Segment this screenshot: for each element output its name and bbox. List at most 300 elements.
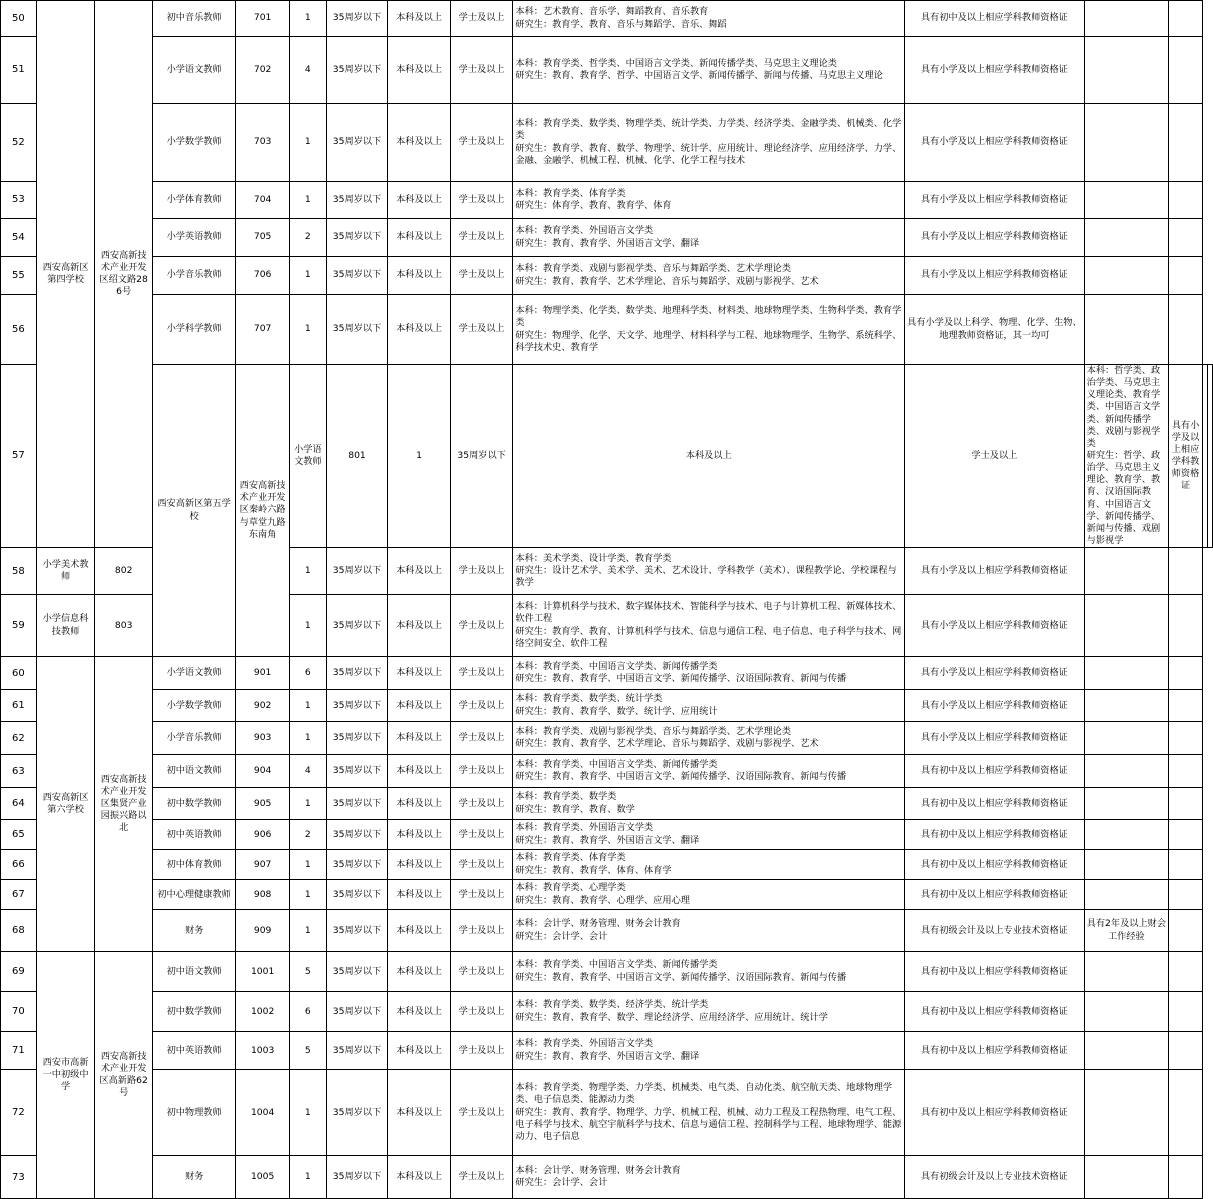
major-undergraduate: 本科：教育学类、哲学类、中国语言文学类、新闻传播学类、马克思主义理论类: [515, 57, 837, 69]
cell-other-requirement: [1084, 1, 1168, 37]
cell-remark: [1169, 1, 1203, 37]
major-graduate: 研究生：教育、教育学、心理学、应用心理: [515, 894, 690, 906]
cell-other-requirement: 具有2年及以上财会工作经验: [1084, 910, 1168, 952]
cell-major-requirement: [513, 295, 905, 365]
cell-major-requirement: [513, 219, 905, 257]
cell-count: 4: [289, 755, 326, 788]
cell-position: 初中物理教师: [152, 1070, 235, 1156]
cell-other-requirement: [1084, 295, 1168, 365]
cell-position: 初中英语教师: [152, 820, 235, 850]
cell-education: 本科及以上: [388, 257, 451, 295]
cell-remark: [1169, 850, 1203, 880]
table-row: [1, 690, 1213, 722]
major-graduate: 研究生：教育、教育学、艺术学理论、音乐与舞蹈学、戏剧与影视学、艺术: [515, 738, 819, 750]
cell-remark: [1169, 104, 1203, 182]
cell-education: 本科及以上: [388, 690, 451, 722]
cell-count: 4: [289, 37, 326, 104]
cell-other-requirement: [1084, 992, 1168, 1032]
cell-remark: [1169, 182, 1203, 219]
cell-code: 1003: [236, 1032, 290, 1070]
cell-other-requirement: [1084, 1070, 1168, 1156]
cell-age: 35周岁以下: [326, 850, 388, 880]
cell-major-requirement: [513, 690, 905, 722]
cell-certificate: 具有小学及以上相应学科教师资格证: [905, 657, 1085, 690]
cell-position: 小学音乐教师: [152, 722, 235, 755]
major-undergraduate: 本科：教育学类、戏剧与影视学类、音乐与舞蹈学类、艺术学理论类: [515, 263, 792, 275]
cell-age: 35周岁以下: [326, 788, 388, 820]
major-graduate: 研究生：教育、教育学、数学、理论经济学、应用经济学、应用统计、统计学: [515, 1011, 828, 1023]
cell-code: 802: [95, 548, 153, 595]
cell-major-requirement: [513, 257, 905, 295]
cell-degree: 学士及以上: [450, 548, 513, 595]
cell-other-requirement: [1084, 548, 1168, 595]
cell-age: 35周岁以下: [326, 37, 388, 104]
major-undergraduate: 本科：教育学类、中国语言文学类、新闻传播学类: [515, 959, 718, 971]
major-graduate: 研究生：教育、教育学、哲学、中国语言文学、新闻传播学、新闻与传播、马克思主义理论: [515, 70, 883, 81]
school-name: 西安高新区第五学校: [152, 365, 235, 657]
cell-certificate: 具有初中及以上相应学科教师资格证: [905, 1070, 1085, 1156]
major-undergraduate: 本科：计算机科学与技术、数字媒体技术、智能科学与技术、电子与计算机工程、新媒体技术、软件工程: [515, 601, 902, 625]
cell-age: 35周岁以下: [326, 755, 388, 788]
cell-age: 35周岁以下: [326, 690, 388, 722]
cell-certificate: 具有小学及以上相应学科教师资格证: [905, 104, 1085, 182]
cell-education: 本科及以上: [388, 952, 451, 992]
cell-degree: 学士及以上: [450, 910, 513, 952]
school-name: 西安高新区第四学校: [36, 1, 95, 548]
cell-count: 2: [289, 820, 326, 850]
row-number: 52: [1, 104, 37, 182]
cell-position: 小学语文教师: [289, 365, 326, 548]
cell-other-requirement: [1084, 788, 1168, 820]
cell-degree: 学士及以上: [450, 850, 513, 880]
cell-age: 35周岁以下: [326, 1, 388, 37]
table-row: [1, 1070, 1213, 1156]
cell-remark: [1169, 690, 1203, 722]
cell-degree: 学士及以上: [450, 880, 513, 910]
table-row: [1, 37, 1213, 104]
cell-position: 小学音乐教师: [152, 257, 235, 295]
cell-remark: [1169, 1070, 1203, 1156]
cell-certificate: 具有小学及以上相应学科教师资格证: [905, 219, 1085, 257]
table-row: [1, 1032, 1213, 1070]
cell-degree: 学士及以上: [450, 1032, 513, 1070]
cell-code: 803: [95, 595, 153, 657]
table-row: [1, 788, 1213, 820]
cell-position: 小学语文教师: [152, 37, 235, 104]
table-row: [1, 910, 1213, 952]
cell-major-requirement: [513, 1156, 905, 1199]
cell-count: 1: [289, 1156, 326, 1199]
major-graduate: 研究生：教育、教育学、中国语言文学、新闻传播学、汉语国际教育、新闻与传播: [515, 771, 847, 783]
cell-age: 35周岁以下: [326, 104, 388, 182]
cell-age: 35周岁以下: [326, 992, 388, 1032]
table-row: [1, 1, 1213, 37]
cell-remark: [1169, 788, 1203, 820]
major-graduate: 研究生：教育、教育学、体育、体育学: [515, 864, 672, 876]
cell-age: 35周岁以下: [326, 295, 388, 365]
cell-degree: 学士及以上: [450, 952, 513, 992]
cell-count: 1: [289, 850, 326, 880]
row-number: 55: [1, 257, 37, 295]
cell-count: 1: [289, 182, 326, 219]
cell-age: 35周岁以下: [326, 820, 388, 850]
cell-other-requirement: [1084, 37, 1168, 104]
table-row: [1, 850, 1213, 880]
row-number: 58: [1, 548, 37, 595]
cell-certificate: 具有初中及以上相应学科教师资格证: [905, 952, 1085, 992]
cell-major-requirement: [513, 595, 905, 657]
cell-education: 本科及以上: [388, 182, 451, 219]
cell-code: 1004: [236, 1070, 290, 1156]
cell-certificate: 具有初中及以上相应学科教师资格证: [905, 850, 1085, 880]
row-number: 53: [1, 182, 37, 219]
cell-count: 1: [289, 104, 326, 182]
cell-code: 701: [236, 1, 290, 37]
major-graduate: 研究生：教育、教育学、物理学、力学、机械工程、机械、动力工程及工程热物理、电气工程、电子科学与技术、航空宇航科学与技术、信息与通信工程、控制科学与工程、地球物理学、能源动力、电子信息: [515, 1106, 902, 1142]
major-graduate: 研究生：教育、教育学、艺术学理论、音乐与舞蹈学、戏剧与影视学、艺术: [515, 275, 819, 287]
major-undergraduate: 本科：教育学类、心理学类: [515, 882, 626, 894]
cell-degree: 学士及以上: [450, 1156, 513, 1199]
major-graduate: 研究生：教育、教育学、中国语言文学、新闻传播学、汉语国际教育、新闻与传播: [515, 673, 847, 685]
cell-position: 财务: [152, 910, 235, 952]
cell-degree: 学士及以上: [450, 690, 513, 722]
cell-remark: [1169, 820, 1203, 850]
table-row: [1, 755, 1213, 788]
cell-other-requirement: [1084, 257, 1168, 295]
row-number: 64: [1, 788, 37, 820]
major-undergraduate: 本科：教育学类、戏剧与影视学类、音乐与舞蹈学类、艺术学理论类: [515, 725, 792, 737]
cell-age: 35周岁以下: [326, 548, 388, 595]
cell-count: 1: [289, 880, 326, 910]
cell-code: 707: [236, 295, 290, 365]
table-row: [1, 182, 1213, 219]
cell-code: 801: [326, 365, 388, 548]
cell-count: 6: [289, 992, 326, 1032]
cell-education: 本科及以上: [388, 104, 451, 182]
cell-education: 本科及以上: [388, 788, 451, 820]
major-undergraduate: 本科：物理学类、化学类、数学类、地理科学类、材料类、地球物理学类、生物科学类、教育学类: [515, 305, 902, 329]
cell-degree: 学士及以上: [450, 257, 513, 295]
major-undergraduate: 本科：教育学类、物理学类、力学类、机械类、电气类、自动化类、航空航天类、地球物理学类、电子信息类、能源动力类: [515, 1082, 893, 1106]
major-graduate: 研究生：教育、教育学、外国语言文学、翻译: [515, 834, 700, 846]
cell-code: 904: [236, 755, 290, 788]
cell-remark: [1169, 595, 1203, 657]
cell-other-requirement: [1084, 755, 1168, 788]
cell-position: 初中心理健康教师: [152, 880, 235, 910]
major-undergraduate: 本科：会计学、财务管理、财务会计教育: [515, 918, 681, 930]
major-graduate: 研究生：教育学、教育、计算机科学与技术、信息与通信工程、电子信息、电子科学与技术、网络空间安全、软件工程: [515, 625, 902, 649]
row-number: 71: [1, 1032, 37, 1070]
cell-degree: 学士及以上: [450, 788, 513, 820]
cell-certificate: 具有初中及以上相应学科教师资格证: [905, 820, 1085, 850]
major-graduate: 研究生：教育学、教育、数学: [515, 803, 635, 815]
cell-position: 小学美术教师: [36, 548, 95, 595]
cell-major-requirement: [513, 37, 905, 104]
cell-position: 初中语文教师: [152, 755, 235, 788]
cell-age: 35周岁以下: [326, 219, 388, 257]
row-number: 72: [1, 1070, 37, 1156]
table-row: [1, 104, 1213, 182]
cell-count: 1: [289, 548, 326, 595]
cell-position: 初中音乐教师: [152, 1, 235, 37]
cell-position: 小学体育教师: [152, 182, 235, 219]
cell-age: 35周岁以下: [326, 952, 388, 992]
major-graduate: 研究生：哲学、政治学、马克思主义理论、教育学、教育、汉语国际教育、中国语言文学、新闻传播学、新闻与传播、戏剧与影视学: [1086, 449, 1161, 546]
cell-other-requirement: [1084, 1032, 1168, 1070]
cell-education: 本科及以上: [388, 219, 451, 257]
cell-remark: [1169, 257, 1203, 295]
cell-education: 本科及以上: [388, 1156, 451, 1199]
major-graduate: 研究生：会计学、会计: [515, 1177, 608, 1189]
cell-count: 1: [289, 722, 326, 755]
major-graduate: 研究生：教育学、教育、数学、物理学、统计学、应用统计、理论经济学、应用经济学、力学、金融、金融学、机械工程、机械、化学、化学工程与技术: [515, 142, 902, 166]
cell-degree: 学士及以上: [450, 595, 513, 657]
cell-position: 小学数学教师: [152, 104, 235, 182]
cell-remark: [1169, 992, 1203, 1032]
table-row: [1, 1156, 1213, 1199]
table-row: [1, 820, 1213, 850]
cell-major-requirement: [513, 952, 905, 992]
school-address: 西安高新技术产业开发区高新路62号: [95, 952, 153, 1199]
cell-major-requirement: [513, 657, 905, 690]
cell-code: 702: [236, 37, 290, 104]
cell-education: 本科及以上: [388, 992, 451, 1032]
cell-major-requirement: [513, 548, 905, 595]
cell-remark: [1169, 548, 1203, 595]
row-number: 61: [1, 690, 37, 722]
cell-certificate: 具有初级会计及以上专业技术资格证: [905, 910, 1085, 952]
table-row: [1, 295, 1213, 365]
cell-certificate: 具有初中及以上相应学科教师资格证: [905, 788, 1085, 820]
major-undergraduate: 本科：教育学类、外国语言文学类: [515, 225, 654, 237]
cell-education: 本科及以上: [513, 365, 905, 548]
row-number: 70: [1, 992, 37, 1032]
cell-education: 本科及以上: [388, 1070, 451, 1156]
cell-remark: [1169, 1156, 1203, 1199]
table-row: [1, 365, 1213, 548]
cell-count: 1: [289, 295, 326, 365]
major-graduate: 研究生：教育、教育学、中国语言文学、新闻传播学、汉语国际教育、新闻与传播: [515, 971, 847, 983]
cell-major-requirement: [513, 722, 905, 755]
cell-age: 35周岁以下: [326, 1070, 388, 1156]
cell-code: 906: [236, 820, 290, 850]
major-undergraduate: 本科：艺术教育、音乐学、舞蹈教育、音乐教育: [515, 6, 709, 18]
cell-remark: [1169, 657, 1203, 690]
row-number: 73: [1, 1156, 37, 1199]
cell-remark: [1169, 219, 1203, 257]
cell-education: 本科及以上: [388, 295, 451, 365]
cell-position: 初中英语教师: [152, 1032, 235, 1070]
school-address: 西安高新技术产业开发区集贤产业园振兴路以北: [95, 657, 153, 952]
row-number: 56: [1, 295, 37, 365]
cell-code: 1005: [236, 1156, 290, 1199]
cell-position: 小学信息科技教师: [36, 595, 95, 657]
major-graduate: 研究生：教育、教育学、外国语言文学、翻译: [515, 1050, 700, 1062]
cell-code: 705: [236, 219, 290, 257]
cell-count: 2: [289, 219, 326, 257]
cell-certificate: 具有初中及以上相应学科教师资格证: [905, 1032, 1085, 1070]
row-number: 67: [1, 880, 37, 910]
cell-remark: [1169, 295, 1203, 365]
cell-education: 本科及以上: [388, 755, 451, 788]
cell-age: 35周岁以下: [326, 182, 388, 219]
major-undergraduate: 本科：教育学类、数学类: [515, 791, 617, 803]
cell-remark: [1169, 37, 1203, 104]
cell-remark: [1169, 880, 1203, 910]
cell-age: 35周岁以下: [326, 910, 388, 952]
major-graduate: 研究生：物理学、化学、天文学、地理学、材料科学与工程、地球物理学、生物学、系统科学、科学技术史、教育学: [515, 329, 902, 353]
cell-remark: [1169, 722, 1203, 755]
cell-certificate: 具有初中及以上相应学科教师资格证: [905, 1, 1085, 37]
school-address: 西安高新技术产业开发区绍文路286号: [95, 1, 153, 548]
cell-major-requirement: [513, 1070, 905, 1156]
cell-position: 初中语文教师: [152, 952, 235, 992]
cell-position: 小学语文教师: [152, 657, 235, 690]
cell-education: 本科及以上: [388, 1032, 451, 1070]
cell-code: 903: [236, 722, 290, 755]
cell-count: 1: [289, 257, 326, 295]
cell-degree: 学士及以上: [450, 295, 513, 365]
school-address: 西安高新技术产业开发区秦岭六路与草堂九路东南角: [236, 365, 290, 657]
cell-degree: 学士及以上: [450, 37, 513, 104]
cell-education: 本科及以上: [388, 595, 451, 657]
school-name: 西安高新区第六学校: [36, 657, 95, 952]
cell-other-requirement: [1084, 880, 1168, 910]
major-graduate: 研究生：教育、教育学、外国语言文学、翻译: [515, 237, 700, 249]
cell-age: 35周岁以下: [326, 595, 388, 657]
cell-position: 初中体育教师: [152, 850, 235, 880]
cell-major-requirement: [513, 850, 905, 880]
cell-degree: 学士及以上: [450, 657, 513, 690]
row-number: 59: [1, 595, 37, 657]
major-undergraduate: 本科：教育学类、外国语言文学类: [515, 1038, 654, 1050]
cell-major-requirement: [513, 1032, 905, 1070]
row-number: 57: [1, 365, 37, 548]
row-number: 50: [1, 1, 37, 37]
cell-remark: [1169, 755, 1203, 788]
major-graduate: 研究生：设计艺术学、美术学、美术、艺术设计、学科教学（美术）、课程教学论、学校课程与教学: [515, 565, 897, 589]
cell-degree: 学士及以上: [450, 992, 513, 1032]
cell-code: 706: [236, 257, 290, 295]
table-row: [1, 219, 1213, 257]
cell-position: 初中数学教师: [152, 788, 235, 820]
major-undergraduate: 本科：教育学类、数学类、统计学类: [515, 693, 663, 705]
cell-other-requirement: [1084, 690, 1168, 722]
cell-other-requirement: [1084, 182, 1168, 219]
cell-degree: 学士及以上: [450, 104, 513, 182]
cell-major-requirement: [513, 788, 905, 820]
row-number: 62: [1, 722, 37, 755]
table-row: [1, 257, 1213, 295]
cell-degree: 学士及以上: [450, 1, 513, 37]
cell-certificate: 具有小学及以上相应学科教师资格证: [905, 548, 1085, 595]
cell-age: 35周岁以下: [326, 722, 388, 755]
cell-other-requirement: [1084, 820, 1168, 850]
cell-count: 1: [289, 690, 326, 722]
major-graduate: 研究生：会计学、会计: [515, 930, 608, 942]
cell-code: 909: [236, 910, 290, 952]
cell-major-requirement: [513, 880, 905, 910]
cell-education: 本科及以上: [388, 850, 451, 880]
cell-remark: [1169, 1032, 1203, 1070]
cell-remark: [1169, 910, 1203, 952]
cell-remark: [1208, 365, 1213, 548]
cell-code: 703: [236, 104, 290, 182]
major-undergraduate: 本科：美术学类、设计学类、教育学类: [515, 552, 672, 564]
row-number: 66: [1, 850, 37, 880]
major-undergraduate: 本科：教育学类、数学类、经济学类、统计学类: [515, 999, 709, 1011]
table-row: [1, 992, 1213, 1032]
cell-other-requirement: [1084, 595, 1168, 657]
row-number: 65: [1, 820, 37, 850]
cell-certificate: 具有小学及以上相应学科教师资格证: [905, 595, 1085, 657]
major-undergraduate: 本科：教育学类、外国语言文学类: [515, 822, 654, 834]
cell-education: 本科及以上: [388, 1, 451, 37]
cell-degree: 学士及以上: [905, 365, 1085, 548]
cell-count: 6: [289, 657, 326, 690]
cell-age: 35周岁以下: [326, 1032, 388, 1070]
major-undergraduate: 本科：哲学类、政治学类、马克思主义理论类、教育学类、中国语言文学类、新闻传播学类、戏剧与影视学类: [1086, 365, 1161, 449]
cell-position: 小学科学教师: [152, 295, 235, 365]
row-number: 51: [1, 37, 37, 104]
row-number: 63: [1, 755, 37, 788]
major-undergraduate: 本科：会计学、财务管理、财务会计教育: [515, 1164, 681, 1176]
cell-age: 35周岁以下: [326, 1156, 388, 1199]
table-row: [1, 722, 1213, 755]
cell-major-requirement: [513, 755, 905, 788]
cell-position: 财务: [152, 1156, 235, 1199]
cell-age: 35周岁以下: [326, 657, 388, 690]
table-row: [1, 657, 1213, 690]
cell-major-requirement: [1084, 365, 1168, 548]
cell-code: 1001: [236, 952, 290, 992]
cell-certificate: 具有小学及以上相应学科教师资格证: [905, 722, 1085, 755]
cell-other-requirement: [1084, 722, 1168, 755]
cell-count: 1: [289, 1, 326, 37]
cell-certificate: 具有小学及以上科学、物理、化学、生物、地理教师资格证，其一均可: [905, 295, 1085, 365]
cell-degree: 学士及以上: [450, 820, 513, 850]
cell-major-requirement: [513, 910, 905, 952]
cell-position: 小学英语教师: [152, 219, 235, 257]
cell-other-requirement: [1084, 1156, 1168, 1199]
cell-code: 902: [236, 690, 290, 722]
major-undergraduate: 本科：教育学类、体育学类: [515, 852, 626, 864]
cell-certificate: 具有小学及以上相应学科教师资格证: [905, 182, 1085, 219]
row-number: 54: [1, 219, 37, 257]
table-row: [1, 952, 1213, 992]
cell-certificate: 具有小学及以上相应学科教师资格证: [905, 37, 1085, 104]
cell-education: 本科及以上: [388, 880, 451, 910]
cell-education: 本科及以上: [388, 910, 451, 952]
school-name: 西安市高新一中初级中学: [36, 952, 95, 1199]
cell-code: 905: [236, 788, 290, 820]
cell-certificate: 具有小学及以上相应学科教师资格证: [905, 690, 1085, 722]
cell-degree: 学士及以上: [450, 755, 513, 788]
cell-count: 1: [289, 910, 326, 952]
cell-major-requirement: [513, 182, 905, 219]
cell-code: 908: [236, 880, 290, 910]
cell-education: 本科及以上: [388, 657, 451, 690]
major-undergraduate: 本科：教育学类、中国语言文学类、新闻传播学类: [515, 660, 718, 672]
cell-major-requirement: [513, 992, 905, 1032]
major-graduate: 研究生：体育学、教育、教育学、体育: [515, 200, 672, 211]
cell-age: 35周岁以下: [326, 880, 388, 910]
cell-count: 1: [388, 365, 451, 548]
cell-code: 1002: [236, 992, 290, 1032]
major-undergraduate: 本科：教育学类、体育学类: [515, 187, 626, 199]
cell-count: 1: [289, 788, 326, 820]
cell-other-requirement: [1084, 952, 1168, 992]
